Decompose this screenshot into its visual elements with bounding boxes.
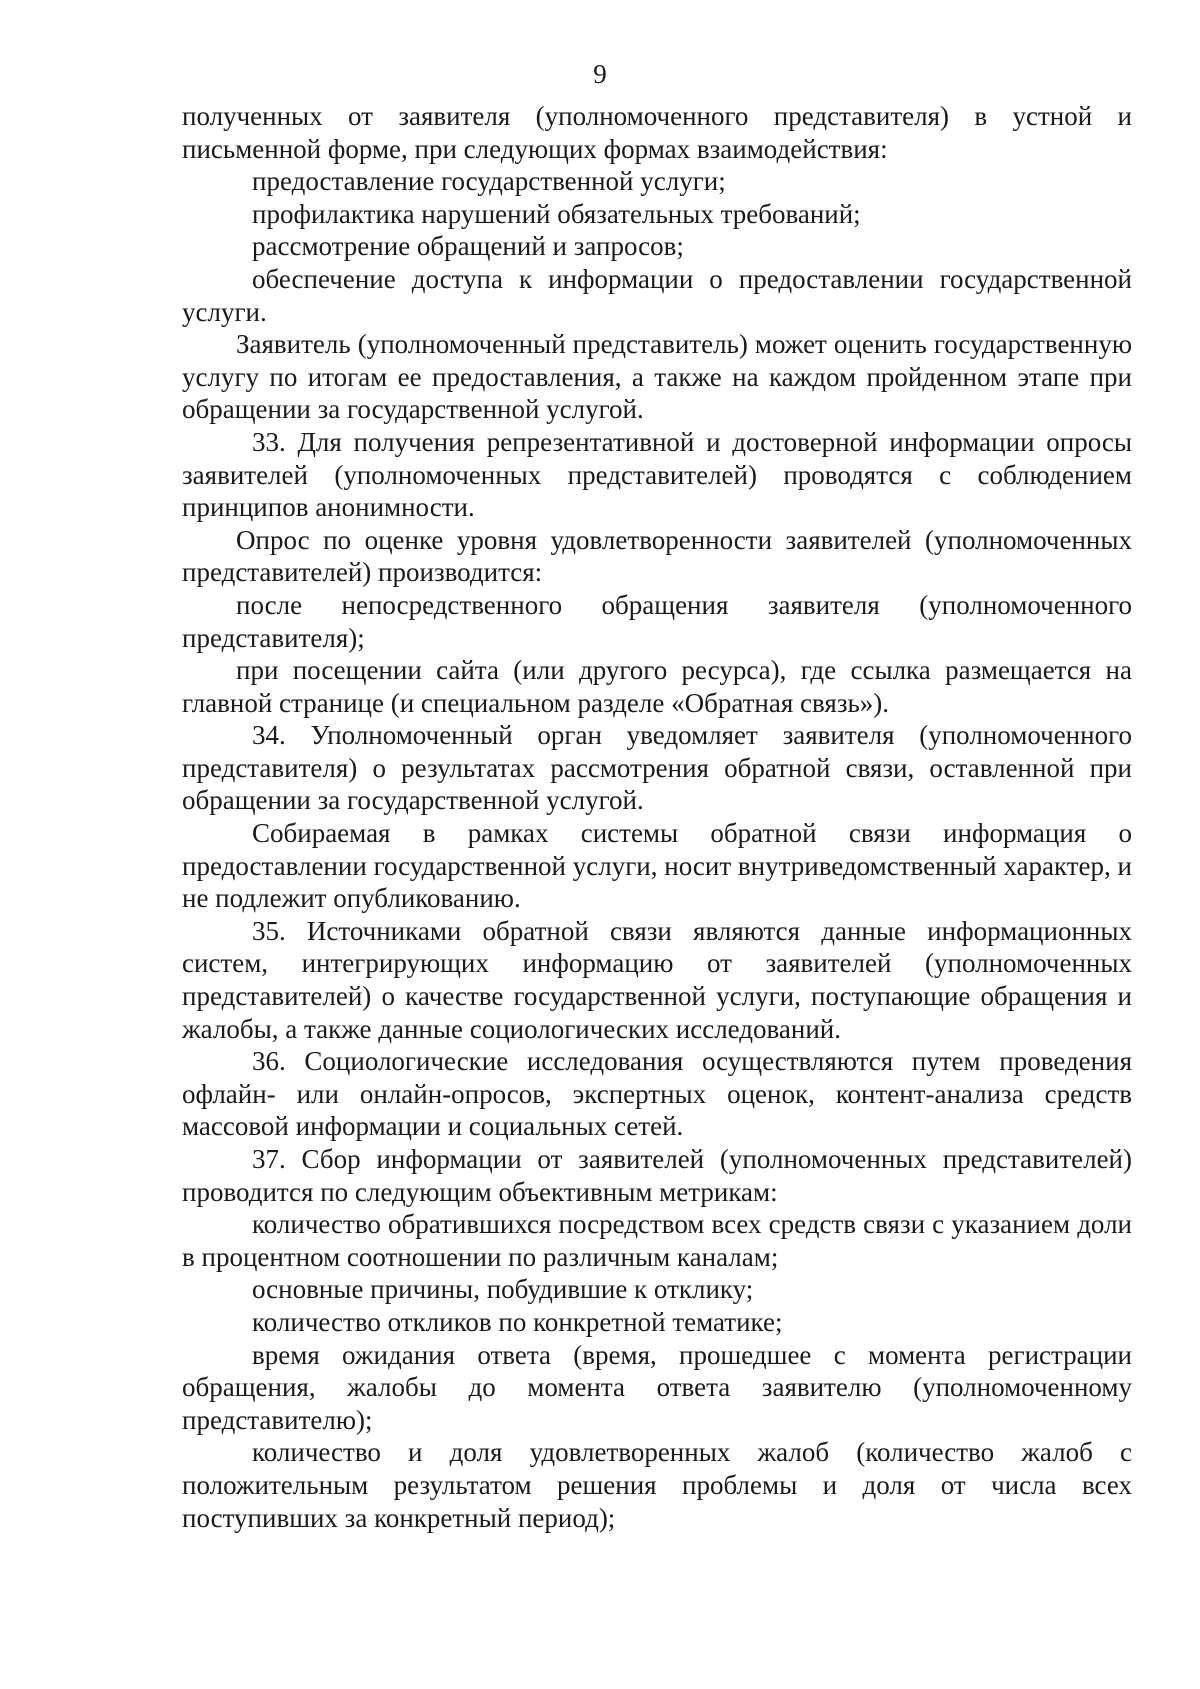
paragraph: Заявитель (уполномоченный представитель) может оценить государственную услугу по итогам ее предоставления, а также на каждом пройденном этапе при обращении за государственной услугой. bbox=[182, 329, 1132, 425]
paragraph-clause-33: 33. Для получения репрезентативной и достоверной информации опросы заявителей (уполномоченных представителей) проводятся с соблюдением принципов анонимности. bbox=[182, 426, 1132, 523]
paragraph-list-item: профилактика нарушений обязательных требований; bbox=[252, 198, 861, 229]
paragraph-clause-34: 34. Уполномоченный орган уведомляет заявителя (уполномоченного представителя) о результатах рассмотрения обратной связи, оставленной при обращении за государственной услугой. bbox=[182, 720, 1132, 816]
paragraph-list-item: основные причины, побудившие к отклику; bbox=[252, 1274, 754, 1305]
paragraph-list-item: при посещении сайта (или другого ресурса), где ссылка размещается на главной странице (и специальном разделе «Обратная связь»). bbox=[182, 655, 1132, 718]
paragraph-clause-37: 37. Сбор информации от заявителей (уполномоченных представителей) проводится по следующим объективным метрикам: bbox=[182, 1144, 1132, 1207]
paragraph: Собираемая в рамках системы обратной связи информация о предоставлении государственной услуги, носит внутриведомственный характер, и не подлежит опубликованию. bbox=[182, 818, 1132, 914]
paragraph-list-item: после непосредственного обращения заявителя (уполномоченного представителя); bbox=[182, 589, 1132, 653]
paragraph-list-item: количество обратившихся посредством всех средств связи с указанием доли в процентном соотношении по различным каналам; bbox=[182, 1209, 1132, 1272]
paragraph-list-item: количество и доля удовлетворенных жалоб (количество жалоб с положительным результатом решения проблемы и доля от числа всех поступивших за конкретный период); bbox=[182, 1437, 1132, 1533]
paragraph-clause-35: 35. Источниками обратной связи являются данные информационных систем, интегрирующих информацию от заявителей (уполномоченных представителей) о качестве государственной услуги, поступающие обращения и жалобы, а также данные социологических исследований. bbox=[182, 915, 1132, 1044]
paragraph-list-item: время ожидания ответа (время, прошедшее с момента регистрации обращения, жалобы до момента ответа заявителю (уполномоченному представителю); bbox=[182, 1339, 1132, 1435]
paragraph-list-item: количество откликов по конкретной тематике; bbox=[252, 1306, 783, 1337]
page-number: 9 bbox=[593, 59, 607, 89]
paragraph: Опрос по оценке уровня удовлетворенности заявителей (уполномоченных представителей) производится: bbox=[182, 524, 1132, 588]
paragraph-list-item: предоставление государственной услуги; bbox=[252, 166, 726, 197]
paragraph-clause-36: 36. Социологические исследования осуществляются путем проведения офлайн- или онлайн-опросов, экспертных оценок, контент-анализа средств массовой информации и социальных сетей. bbox=[182, 1046, 1132, 1142]
paragraph-list-item: рассмотрение обращений и запросов; bbox=[252, 231, 684, 262]
paragraph-list-item: обеспечение доступа к информации о предоставлении государственной услуги. bbox=[182, 263, 1132, 327]
document-body bbox=[182, 100, 1132, 1534]
paragraph-continuation: полученных от заявителя (уполномоченного представителя) в устной и письменной форме, при следующих формах взаимодействия: bbox=[182, 101, 1132, 164]
